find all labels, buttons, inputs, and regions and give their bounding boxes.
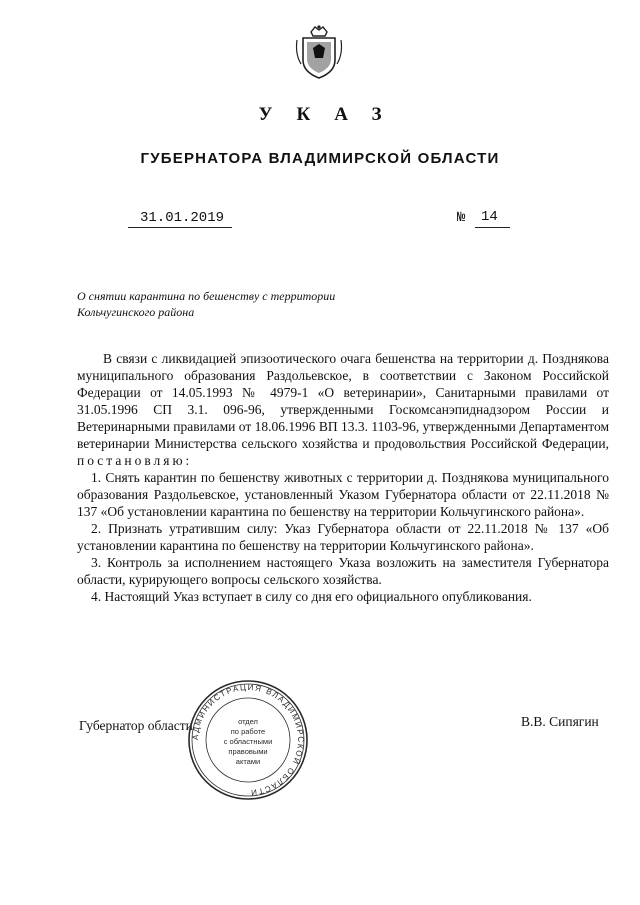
decree-item: 4. Настоящий Указ вступает в силу со дня его официального опубликования. <box>91 589 532 604</box>
decree-item: 3. Контроль за исполнением настоящего Указа возложить на заместителя Губернатора области, курирующего вопросы сельского хозяйства. <box>77 555 609 587</box>
number-underline <box>475 227 510 228</box>
stamp-center-line: правовыми <box>228 747 268 756</box>
stamp-ring-text: АДМИНИСТРАЦИЯ ВЛАДИМИРСКОЙ ОБЛАСТИ <box>190 682 306 798</box>
document-type-heading: УКАЗ <box>258 104 406 125</box>
stamp-center-line: по работе <box>230 727 266 736</box>
document-number: 14 <box>481 209 498 225</box>
official-stamp <box>186 678 310 802</box>
stamp-center-line: актами <box>235 757 261 766</box>
issuer-heading: ГУБЕРНАТОРА ВЛАДИМИРСКОЙ ОБЛАСТИ <box>140 150 500 167</box>
document-body <box>77 350 609 605</box>
stamp-center-line: отдел <box>238 717 258 726</box>
signer-name: В.В. Сипягин <box>521 714 599 729</box>
date-underline <box>128 227 232 228</box>
number-sign: № <box>457 210 466 226</box>
document-subject: О снятии карантина по бешенству с территории Кольчугинского района <box>77 289 336 319</box>
decree-word: постановляю: <box>77 453 193 468</box>
document-date: 31.01.2019 <box>139 210 224 226</box>
coat-of-arms-icon <box>293 24 345 82</box>
signer-title: Губернатор области <box>79 718 193 733</box>
decree-item: 1. Снять карантин по бешенству животных с территории д. Позднякова муниципального образования Раздольевское, установленный Указом Губернатора области от 22.11.2018 № 137 «Об установлении карантина по бешенству на территории Кольчугинского района». <box>77 470 609 519</box>
stamp-center-line: с областными <box>223 737 273 746</box>
preamble-paragraph: В связи с ликвидацией эпизоотического очага бешенства на территории д. Позднякова муниципального образования Раздольевское, в соответствии с Законом Российской Федерации от 14.05.1993 № 4979-1 «О ветеринарии», Санитарными правилами от 31.05.1996 СП 3.1. 096-96, утвержденными Госкомсанэпиднадзором России и Ветеринарными правилами от 18.06.1996 ВП 13.3. 1103-96, утвержденными Департаментом ветеринарии Министерства сельского хозяйства и продовольствия Российской Федерации, <box>77 351 609 451</box>
decree-item: 2. Признать утратившим силу: Указ Губернатора области от 22.11.2018 № 137 «Об установлении карантина по бешенству на территории Кольчугинского района». <box>77 521 609 553</box>
